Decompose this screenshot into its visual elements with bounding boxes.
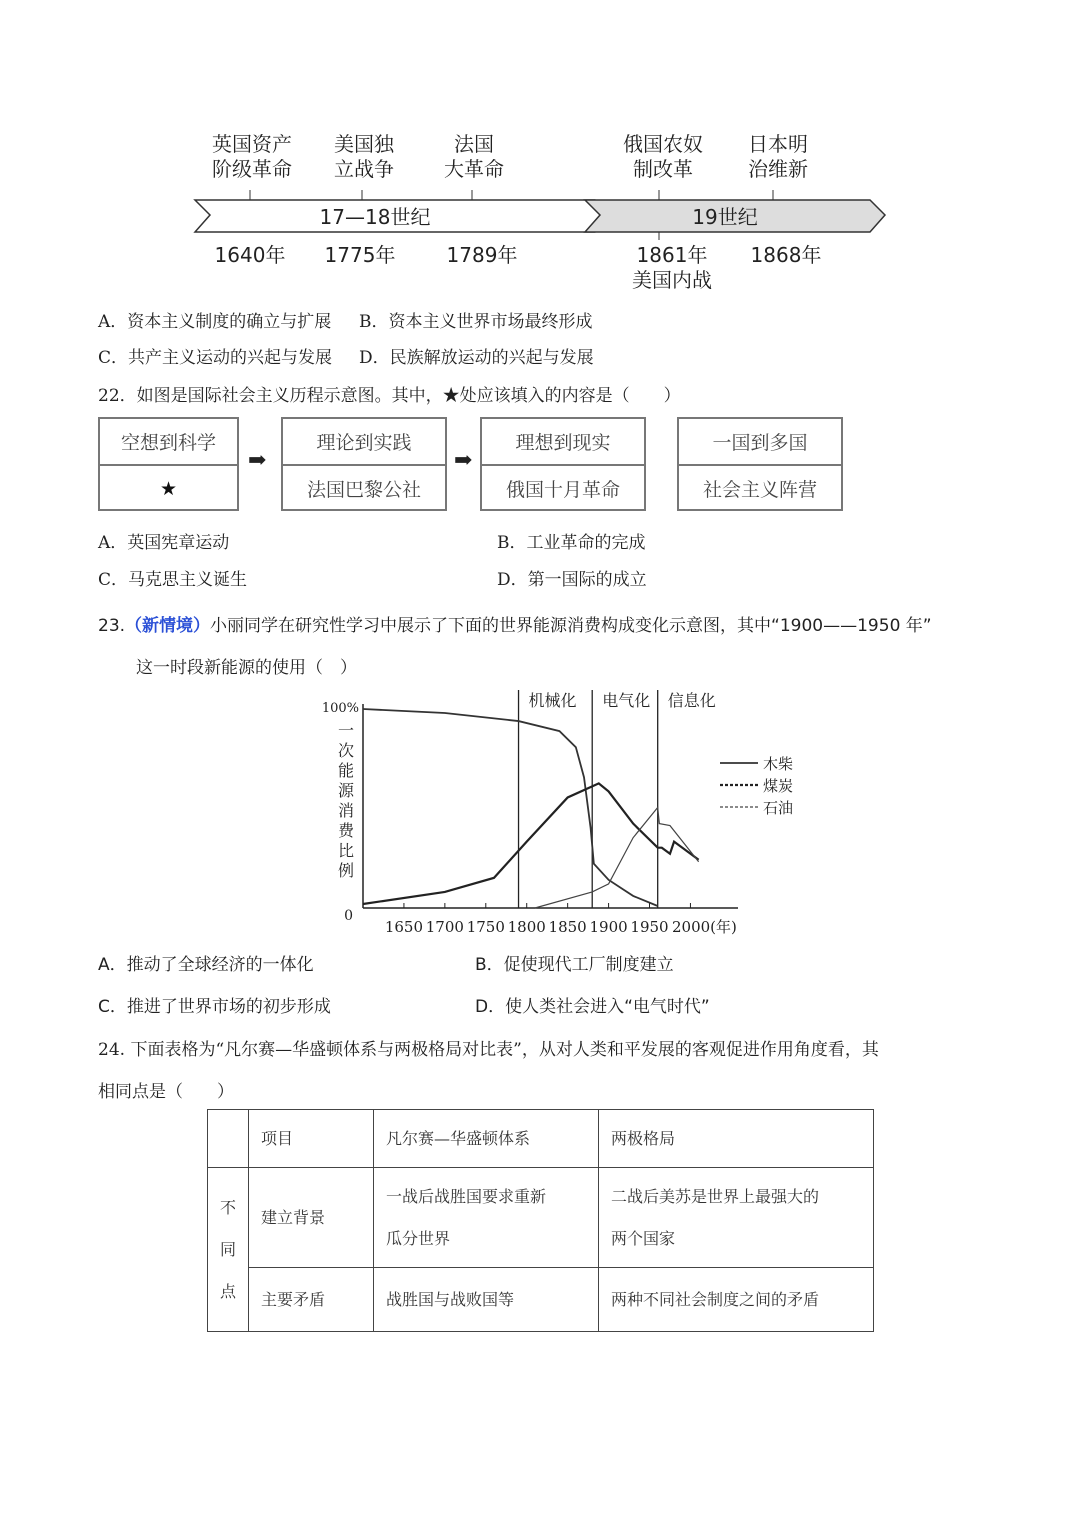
table-cell: 战胜国与战败国等: [374, 1268, 599, 1332]
x-tick-label: 1800: [507, 918, 546, 936]
x-tick-label: 1950: [630, 918, 669, 936]
q22-option-d[interactable]: D．第一国际的成立: [497, 570, 647, 590]
q21-option-a[interactable]: A．资本主义制度的确立与扩展: [98, 312, 332, 332]
event-english-revolution: 英国资产 阶级革命: [212, 132, 292, 181]
arrow-right-icon: ➡: [248, 448, 267, 473]
y-axis-label-char: 费: [337, 821, 355, 840]
header-cell: 两极格局: [599, 1110, 874, 1168]
x-tick-label: 2000(年): [671, 918, 737, 936]
legend-label: 木柴: [763, 755, 794, 773]
era-label: 机械化: [528, 691, 577, 710]
legend-label: 煤炭: [763, 777, 794, 795]
table-cell: 二战后美苏是世界上最强大的 两个国家: [599, 1168, 874, 1268]
q22-stem: 22．如图是国际社会主义历程示意图。其中，★处应该填入的内容是（ ）: [98, 386, 681, 406]
table-cell: 建立背景: [249, 1168, 374, 1268]
table-cell: 主要矛盾: [249, 1268, 374, 1332]
x-tick-label: 1750: [466, 918, 505, 936]
stage-title: 理想到现实: [482, 419, 644, 466]
table-header-row: [208, 1110, 874, 1168]
stage-title: 空想到科学: [100, 419, 237, 466]
x-tick-label: 1650: [384, 918, 424, 936]
comparison-table: [207, 1109, 874, 1332]
table-cell: 一战后战胜国要求重新 瓜分世界: [374, 1168, 599, 1268]
q23-tag: （新情境）: [125, 616, 211, 636]
stage-event-star: ★: [159, 477, 178, 500]
q23-option-c[interactable]: C．推进了世界市场的初步形成: [98, 997, 331, 1017]
year-1640: 1640年: [214, 243, 286, 267]
y-axis-label-char: 能: [337, 761, 355, 780]
x-tick-label: 1900: [589, 918, 628, 936]
year-1789: 1789年: [446, 243, 518, 267]
y-axis-label-char: 消: [337, 801, 355, 820]
q23-number: 23.: [98, 616, 126, 636]
y-axis-label-char: 源: [337, 781, 355, 800]
series-line-0: [363, 709, 658, 906]
y-axis-label-char: 次: [337, 741, 355, 760]
header-cell: 项目: [249, 1110, 374, 1168]
x-tick-label: 1850: [548, 918, 587, 936]
event-french-revolution: 法国 大革命: [444, 132, 504, 181]
era-label: 电气化: [602, 691, 651, 710]
event-meiji-restoration: 日本明 治维新: [748, 132, 808, 181]
table-row: [208, 1268, 874, 1332]
q23-option-d[interactable]: D．使人类社会进入“电气时代”: [475, 997, 710, 1017]
q22-option-b[interactable]: B．工业革命的完成: [497, 533, 646, 553]
y-top-label: 100%: [321, 701, 359, 716]
event-american-independence: 美国独 立战争: [334, 132, 394, 181]
segment-17-18-century: 17—18世纪: [319, 205, 431, 229]
y-zero-label: 0: [344, 908, 353, 924]
stage-event: 俄国十月革命: [505, 479, 620, 501]
y-axis-label-char: 一: [337, 721, 355, 740]
table-cell: 两种不同社会制度之间的矛盾: [599, 1268, 874, 1332]
arrow-right-icon: ➡: [454, 448, 473, 473]
q21-option-b[interactable]: B．资本主义世界市场最终形成: [359, 312, 593, 332]
stage-title: 一国到多国: [679, 419, 841, 466]
stage-event: 社会主义阵营: [702, 479, 817, 501]
table-corner-cell: [208, 1110, 249, 1168]
era-label: 信息化: [667, 691, 716, 710]
q23-stem-line2: 这一时段新能源的使用（ ）: [136, 658, 357, 678]
q22-option-a[interactable]: A．英国宪章运动: [98, 533, 230, 553]
stage-event: 法国巴黎公社: [306, 479, 421, 501]
group-label-cell: 不 同 点: [208, 1168, 249, 1332]
q23-option-b[interactable]: B．促使现代工厂制度建立: [475, 955, 674, 975]
q24-stem-line2: 相同点是（ ）: [98, 1082, 234, 1102]
legend-label: 石油: [763, 799, 794, 817]
q23-stem-text: 小丽同学在研究性学习中展示了下面的世界能源消费构成变化示意图，其中“1900——1950 年”: [210, 616, 932, 636]
header-cell: 凡尔赛—华盛顿体系: [374, 1110, 599, 1168]
q22-option-c[interactable]: C．马克思主义诞生: [98, 570, 248, 590]
table-row: [208, 1168, 874, 1268]
q23-option-a[interactable]: A．推动了全球经济的一体化: [98, 955, 314, 975]
q24-stem-line1: 24. 下面表格为“凡尔赛—华盛顿体系与两极格局对比表”，从对人类和平发展的客观促进作用角度看，其: [98, 1040, 879, 1060]
q21-option-d[interactable]: D．民族解放运动的兴起与发展: [359, 348, 594, 368]
year-1775: 1775年: [324, 243, 396, 267]
event-russian-reform: 俄国农奴 制改革: [623, 132, 703, 181]
stage-title: 理论到实践: [283, 419, 445, 466]
q21-option-c[interactable]: C．共产主义运动的兴起与发展: [98, 348, 333, 368]
year-1868: 1868年: [750, 243, 822, 267]
y-axis-label-char: 比: [337, 841, 355, 860]
y-axis-label-char: 例: [337, 861, 355, 880]
segment-19-century: 19世纪: [692, 205, 758, 229]
series-line-2: [535, 808, 699, 909]
year-1861-civil-war: 1861年 美国内战: [632, 243, 712, 292]
x-tick-label: 1700: [425, 918, 464, 936]
series-line-1: [363, 783, 699, 904]
